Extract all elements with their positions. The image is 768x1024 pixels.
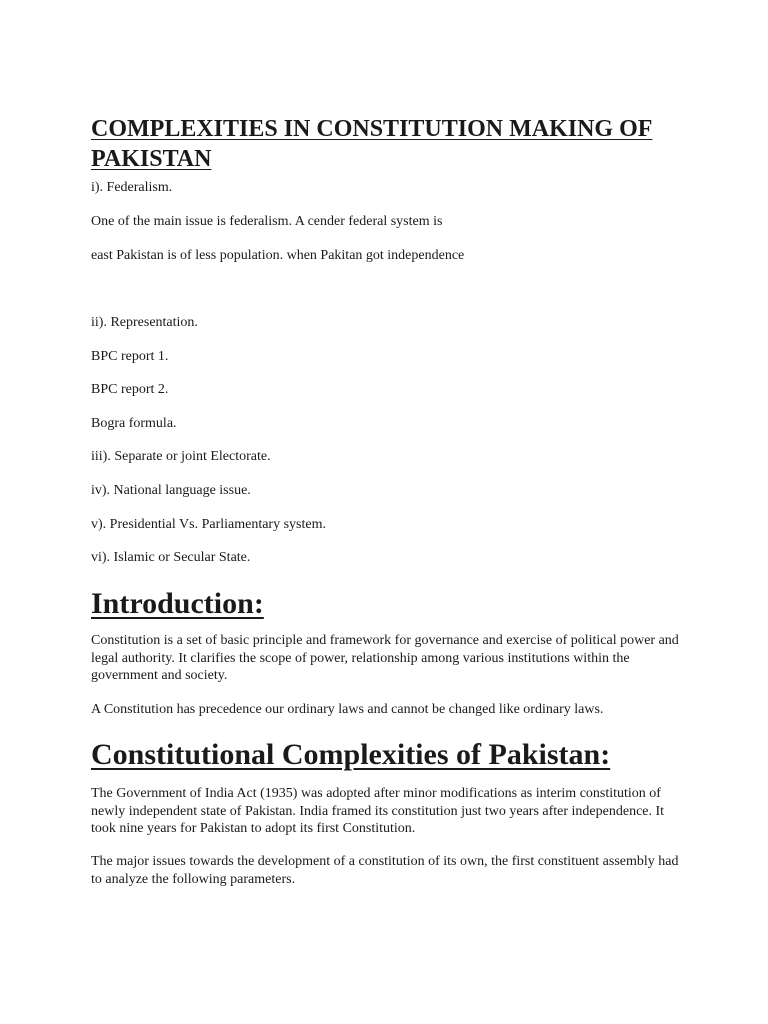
complexities-paragraph-2: The major issues towards the development of a constitution of its own, the first constituent assembly had to analyze the following parameters. bbox=[91, 854, 679, 887]
list-item-federalism: i). Federalism. bbox=[91, 180, 173, 195]
list-item-islamic-secular: vi). Islamic or Secular State. bbox=[91, 550, 251, 565]
list-item-representation: ii). Representation. bbox=[91, 315, 198, 330]
federalism-text-line-1: One of the main issue is federalism. A cender federal system is bbox=[91, 214, 443, 229]
list-item-presidential: v). Presidential Vs. Parliamentary system. bbox=[91, 517, 326, 532]
list-item-bogra-formula: Bogra formula. bbox=[91, 416, 177, 431]
list-item-bpc-report-2: BPC report 2. bbox=[91, 382, 169, 397]
federalism-text-line-2: east Pakistan is of less population. when Pakitan got independence bbox=[91, 248, 465, 263]
document-title: COMPLEXITIES IN CONSTITUTION MAKING OF PAKISTAN bbox=[91, 116, 653, 172]
list-item-national-language: iv). National language issue. bbox=[91, 483, 251, 498]
list-item-electorate: iii). Separate or joint Electorate. bbox=[91, 449, 271, 464]
introduction-heading: Introduction: bbox=[91, 587, 264, 620]
introduction-paragraph-1: Constitution is a set of basic principle and framework for governance and exercise of political power and legal authority. It clarifies the scope of power, relationship among various institutions within the government and society. bbox=[91, 633, 679, 683]
complexities-paragraph-1: The Government of India Act (1935) was adopted after minor modifications as interim constitution of newly independent state of Pakistan. India framed its constitution just two years after independence. It took nine years for Pakistan to adopt its first Constitution. bbox=[91, 786, 665, 836]
complexities-heading: Constitutional Complexities of Pakistan: bbox=[91, 738, 611, 771]
list-item-bpc-report-1: BPC report 1. bbox=[91, 349, 169, 364]
introduction-paragraph-2: A Constitution has precedence our ordinary laws and cannot be changed like ordinary laws. bbox=[91, 702, 604, 717]
